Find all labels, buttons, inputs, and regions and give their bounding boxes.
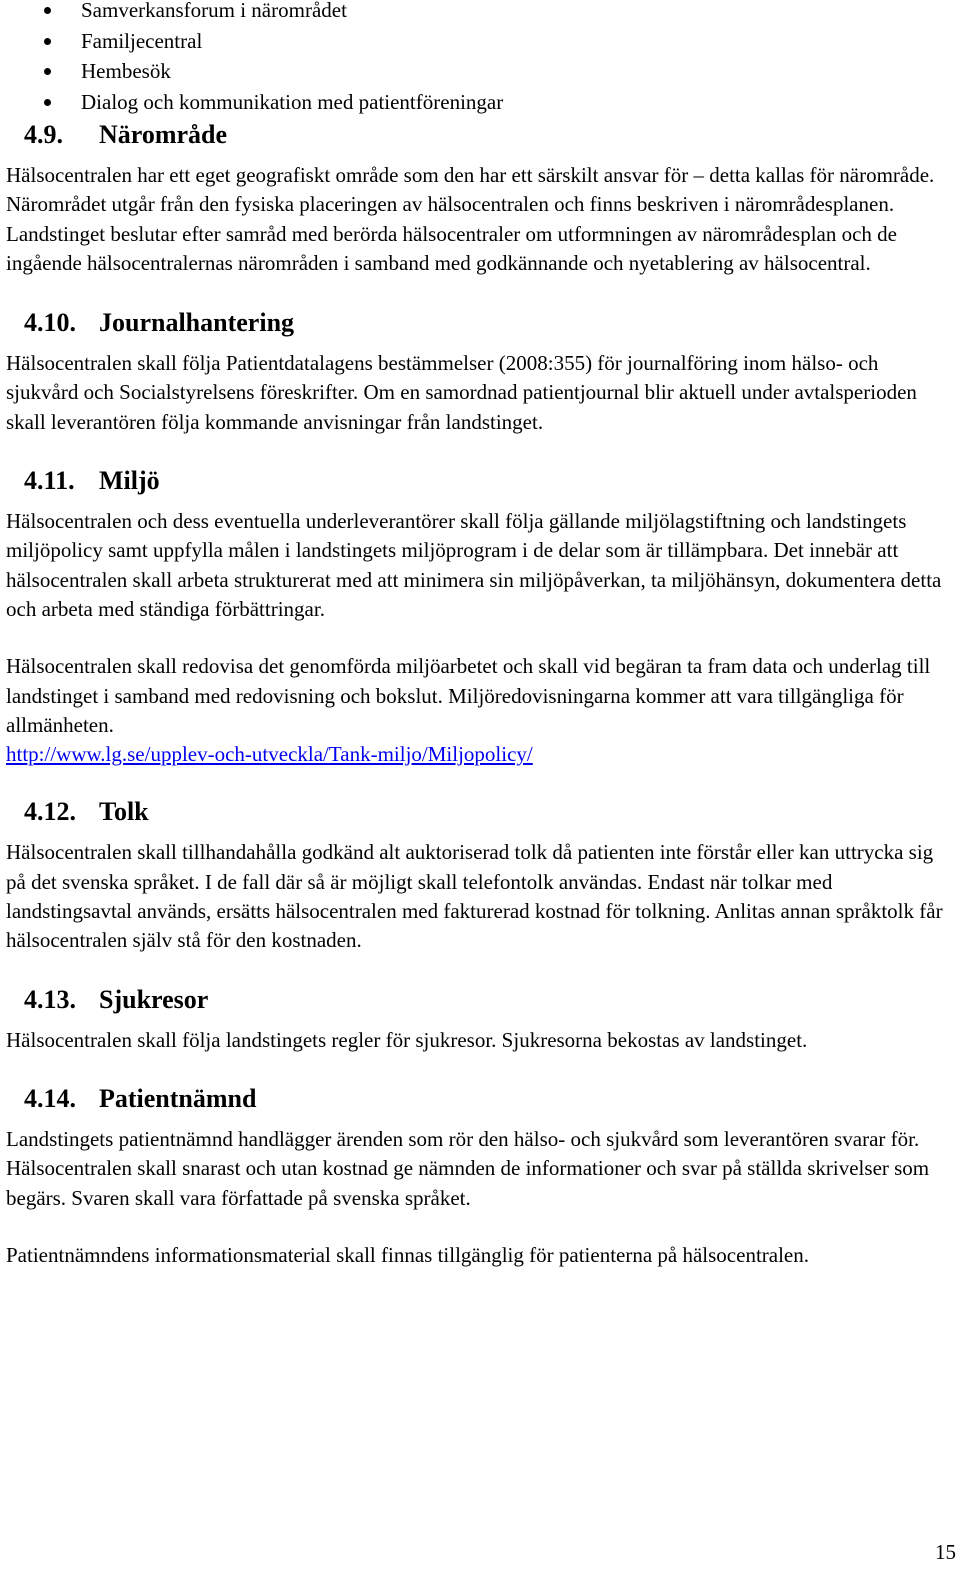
- section-heading-naromrade: [6, 119, 954, 151]
- list-item: [6, 87, 954, 118]
- paragraph-link: [6, 740, 954, 769]
- bullet-icon: [44, 7, 51, 14]
- section-number: 4.12.: [24, 797, 76, 827]
- bullet-list: [6, 0, 954, 117]
- section-title: Journalhantering: [99, 308, 295, 338]
- section-title: Miljö: [99, 466, 160, 496]
- section-heading-sjukresor: [6, 984, 954, 1016]
- page-number: 15: [935, 1539, 956, 1564]
- list-item-text: Hembesök: [81, 59, 171, 83]
- bullet-icon: [44, 38, 51, 45]
- paragraph: Hälsocentralen har ett eget geografiskt område som den har ett särskilt ansvar för – detta kallas för närområde. Närområdet utgår från den fysiska placeringen av hälsocentralen och finns beskriven i närområdesplanen. Landstinget beslutar efter samråd med berörda hälsocentraler om utformningen av närområdesplan och de ingående hälsocentralernas närområden i samband med godkännande och nyetablering av hälsocentral.: [6, 163, 935, 275]
- list-item-text: Familjecentral: [81, 28, 203, 53]
- paragraph: Hälsocentralen skall tillhandahålla godkänd alt auktoriserad tolk då patienten inte förstår eller kan uttrycka sig på det svenska språket. I de fall där så är möjligt skall telefontolk användas. Endast när tolkar med landstingsavtal används, ersätts hälsocentralen med fakturerad kostnad för tolkning. Anlitas annan språktolk får hälsocentralen själv stå för den kostnaden.: [6, 840, 943, 953]
- bullet-icon: [44, 68, 51, 75]
- paragraph: Landstingets patientnämnd handlägger ärenden som rör den hälso- och sjukvård som leverantören svarar för. Hälsocentralen skall snarast och utan kostnad ge nämnden de informationer och svar på ställda skrivelser som begärs. Svaren skall vara författade på svenska språket.: [6, 1126, 930, 1210]
- section-heading-patientnamnd: [6, 1083, 954, 1115]
- list-item: [6, 0, 954, 26]
- list-item: [6, 56, 954, 87]
- section-heading-tolk: [6, 796, 954, 828]
- section-number: 4.10.: [24, 308, 76, 338]
- section-number: 4.11.: [24, 466, 75, 496]
- list-item-text: Samverkansforum i närområdet: [81, 0, 347, 22]
- paragraph: Patientnämndens informationsmaterial skall finnas tillgänglig för patienterna på hälsocentralen.: [6, 1242, 810, 1267]
- paragraph: Hälsocentralen skall följa Patientdatalagens bestämmelser (2008:355) för journalföring inom hälso- och sjukvård och Socialstyrelsens föreskrifter. Om en samordnad patientjournal blir aktuell under avtalsperioden skall leverantören följa kommande anvisningar från landstinget.: [6, 351, 917, 434]
- section-number: 4.13.: [24, 984, 76, 1014]
- page-content: [6, 0, 954, 1270]
- list-item: [6, 26, 954, 57]
- section-title: Patientnämnd: [99, 1083, 257, 1113]
- section-title: Sjukresor: [99, 984, 209, 1014]
- section-heading-journalhantering: [6, 307, 954, 339]
- section-number: 4.14.: [24, 1083, 76, 1113]
- list-item-text: Dialog och kommunikation med patientföreningar: [81, 89, 504, 114]
- section-heading-miljo: [6, 465, 954, 497]
- section-number: 4.9.: [24, 120, 63, 149]
- paragraph: Hälsocentralen skall följa landstingets regler för sjukresor. Sjukresorna bekostas av landstinget.: [6, 1027, 808, 1052]
- paragraph: Hälsocentralen skall redovisa det genomförda miljöarbetet och skall vid begäran ta fram data och underlag till landstinget i samband med redovisning och bokslut. Miljöredovisningarna kommer att vara tillgängliga för allmänheten.: [6, 654, 931, 737]
- miljopolicy-link[interactable]: http://www.lg.se/upplev-och-utveckla/Tank-miljo/Miljopolicy/: [6, 742, 533, 767]
- bullet-icon: [44, 99, 51, 106]
- section-title: Tolk: [99, 797, 149, 827]
- section-title: Närområde: [99, 120, 228, 149]
- paragraph: Hälsocentralen och dess eventuella underleverantörer skall följa gällande miljölagstiftning och landstingets miljöpolicy samt uppfylla målen i landstingets miljöprogram i de delar som är tillämpbara. Det innebär att hälsocentralen skall arbeta strukturerat med att minimera sin miljöpåverkan, ta miljöhänsyn, dokumentera detta och arbeta med ständiga förbättringar.: [6, 509, 942, 621]
